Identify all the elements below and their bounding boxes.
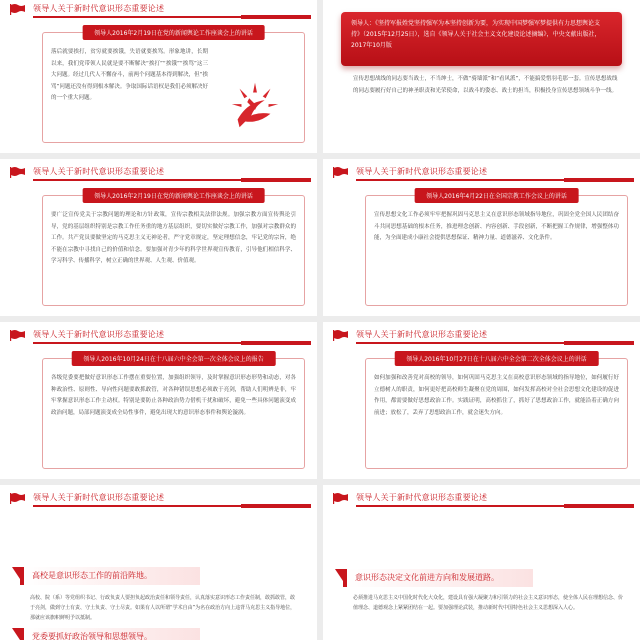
slide-header xyxy=(0,159,317,183)
flag-icon xyxy=(333,166,349,178)
source-pill: 领导人2016年10月27日在十八届六中全会第二次全体会议上的讲话 xyxy=(394,351,599,366)
quote-card xyxy=(42,358,305,469)
quote-card xyxy=(365,358,628,469)
slide-2[interactable] xyxy=(323,0,640,153)
topic-text: 必须推进马克思主义中国化时代化大众化，建设具有强大凝聚力和引领力的社会主义意识形态，使全体人民在理想信念、价值理念、道德观念上紧紧团结在一起。要加强理论武装，推动新时代中国特色社会主义思想深入人心。 xyxy=(353,595,624,611)
quote-text: 落后就要挨打，贫穷就要挨饿，失语就要挨骂。形象地讲，长期以来，我们党带领人民就是要不断解决“挨打”“挨饿”“挨骂”这三大问题。经过几代人不懈奋斗，前两个问题基本得到解决，但“挨骂”问题还没有得到根本解决。争取国际话语权是我们必须解决好的一个重大问题。 xyxy=(51,49,208,101)
topic-text: 高校、院（系）等党组织书记、行政负责人要担负起政治责任和领导责任，认真落实意识形态工作责任制，敢抓敢管，敢于亮剑，做到守土有责、守土负责、守土尽责。如果有人以所谓“学术自由”为名在政治方向上违背马克思主义指导地位，那就应该旗帜鲜明予以抵制。 xyxy=(30,595,296,621)
flag-icon xyxy=(10,3,26,15)
topic-banner xyxy=(20,628,200,640)
flag-icon xyxy=(10,329,26,341)
divider xyxy=(33,179,311,181)
quote-text: 宣传思想文化工作必须牢牢把握巩固马克思主义在意识形态领域指导地位，巩固全党全国人民团结奋斗共同思想基础的根本任务，推进理念创新、内容创新、手段创新，不断把握工作规律，增强整体功能，为全面建成小康社会提供思想保证、精神力量、道德滋养、文化条件。 xyxy=(374,212,619,241)
quote-text: 宣传思想战线的同志要当战士，不当绅士，不做“骑墙派”和“看风派”，不能搞爱惜羽毛那一套。宣传思想战线的同志要履行好自己的神圣职责和光荣使命，以战斗的姿态、战士的担当，积极投身宣传思想领域斗争一线。 xyxy=(353,76,618,94)
slide-4[interactable] xyxy=(323,159,640,316)
divider xyxy=(33,505,311,507)
quote-text: 要广泛宣传党关于宗教问题的理论和方针政策，宣传宗教相关法律法规。加强宗教方面宣传舆论引导，党的基层组织特别是宗教工作任务重的地方基层组织，要切实做好宗教工作，加强对宗教群众的工作。共产党员要做坚定的马克思主义无神论者，严守党章规定，坚定理想信念，牢记党的宗旨，绝不能在宗教中寻找自己的价值和信念。要加强对青少年的科学世界观宣传教育，引导他们相信科学、学习科学、传播科学，树立正确的世界观、人生观、价值观。 xyxy=(51,212,296,264)
source-pill: 领导人2016年2月19日在党的新闻舆论工作座谈会上的讲话 xyxy=(82,25,265,40)
slide-header xyxy=(0,0,317,20)
slide-header xyxy=(323,485,640,509)
flag-icon xyxy=(10,492,26,504)
quote-text: 各级党委要把做好意识形态工作摆在重要位置，加强组织领导，及时掌握意识形态形势和动态，对各种政治性、原则性、导向性问题要敢抓敢管，对各种错误思想必须敢于亮剑，帮助人们明辨是非，牢牢掌握意识形态工作主动权。特别是要防止各种政治势力借机干扰和破坏，避免一些具体问题演变成政治问题，局部问题演变成全局性事件，避免出现大的意识形态事件和舆论漩涡。 xyxy=(51,375,296,416)
banner-text: 党委要抓好政治领导和思想领导。 xyxy=(32,632,152,640)
slide-1[interactable] xyxy=(0,0,317,153)
slide-header xyxy=(323,159,640,183)
slide-title: 领导人关于新时代意识形态重要论述 xyxy=(356,330,488,339)
flag-icon xyxy=(333,492,349,504)
quote-card xyxy=(42,32,305,143)
slide-6[interactable] xyxy=(323,322,640,479)
quote-text: 如何加强和改善党对高校的领导，如何巩固马克思主义在高校意识形态领域的指导地位，如何履行好立德树人的职责，如何更好把高校师生凝聚在党的周围，如何发挥高校对全社会思想文化建设的促进作用，都需要做好思想政治工作。实践证明，高校抓住了，抓好了思想政治工作，就能沿着正确方向前进；放松了，丢弃了思想政治工作，就会迷失方向。 xyxy=(374,375,619,416)
divider xyxy=(356,342,634,344)
citation-box: 领导人：《坚持军报姓党坚持强军为本坚持创新为要，为实现中国梦强军梦提供有力思想舆论支持》（2015年12月25日），选自《领导人关于社会主义文化建设论述摘编》，中央文献出版社，2017年10月版 xyxy=(341,12,622,66)
slide-header xyxy=(0,322,317,346)
slide-3[interactable] xyxy=(0,159,317,316)
slide-header xyxy=(323,322,640,346)
flag-icon xyxy=(10,166,26,178)
topic-banner xyxy=(343,569,533,587)
divider xyxy=(356,505,634,507)
divider xyxy=(356,179,634,181)
slide-title: 领导人关于新时代意识形态重要论述 xyxy=(33,4,165,13)
banner-corner xyxy=(335,569,347,587)
flag-icon xyxy=(333,329,349,341)
quote-card xyxy=(365,195,628,306)
slide-title: 领导人关于新时代意识形态重要论述 xyxy=(33,330,165,339)
divider xyxy=(33,342,311,344)
quote-card xyxy=(42,195,305,306)
slide-title: 领导人关于新时代意识形态重要论述 xyxy=(33,167,165,176)
source-pill: 领导人2016年2月19日在党的新闻舆论工作座谈会上的讲话 xyxy=(82,188,265,203)
topic-banner xyxy=(20,567,200,585)
slide-8[interactable] xyxy=(323,485,640,640)
slide-title: 领导人关于新时代意识形态重要论述 xyxy=(356,493,488,502)
party-emblem-icon xyxy=(226,77,284,135)
slide-title: 领导人关于新时代意识形态重要论述 xyxy=(356,167,488,176)
source-pill: 领导人2016年10月24日在十八届六中全会第一次全体会议上的报告 xyxy=(71,351,276,366)
slide-5[interactable] xyxy=(0,322,317,479)
slide-header xyxy=(0,485,317,509)
banner-corner xyxy=(12,567,24,585)
divider xyxy=(33,16,311,18)
banner-text: 意识形态决定文化前进方向和发展道路。 xyxy=(355,573,499,582)
slide-7[interactable] xyxy=(0,485,317,640)
banner-corner xyxy=(12,628,24,640)
source-pill: 领导人2016年4月22日在全国宗教工作会议上的讲话 xyxy=(414,188,579,203)
banner-text: 高校是意识形态工作的前沿阵地。 xyxy=(32,571,152,580)
slide-title: 领导人关于新时代意识形态重要论述 xyxy=(33,493,165,502)
